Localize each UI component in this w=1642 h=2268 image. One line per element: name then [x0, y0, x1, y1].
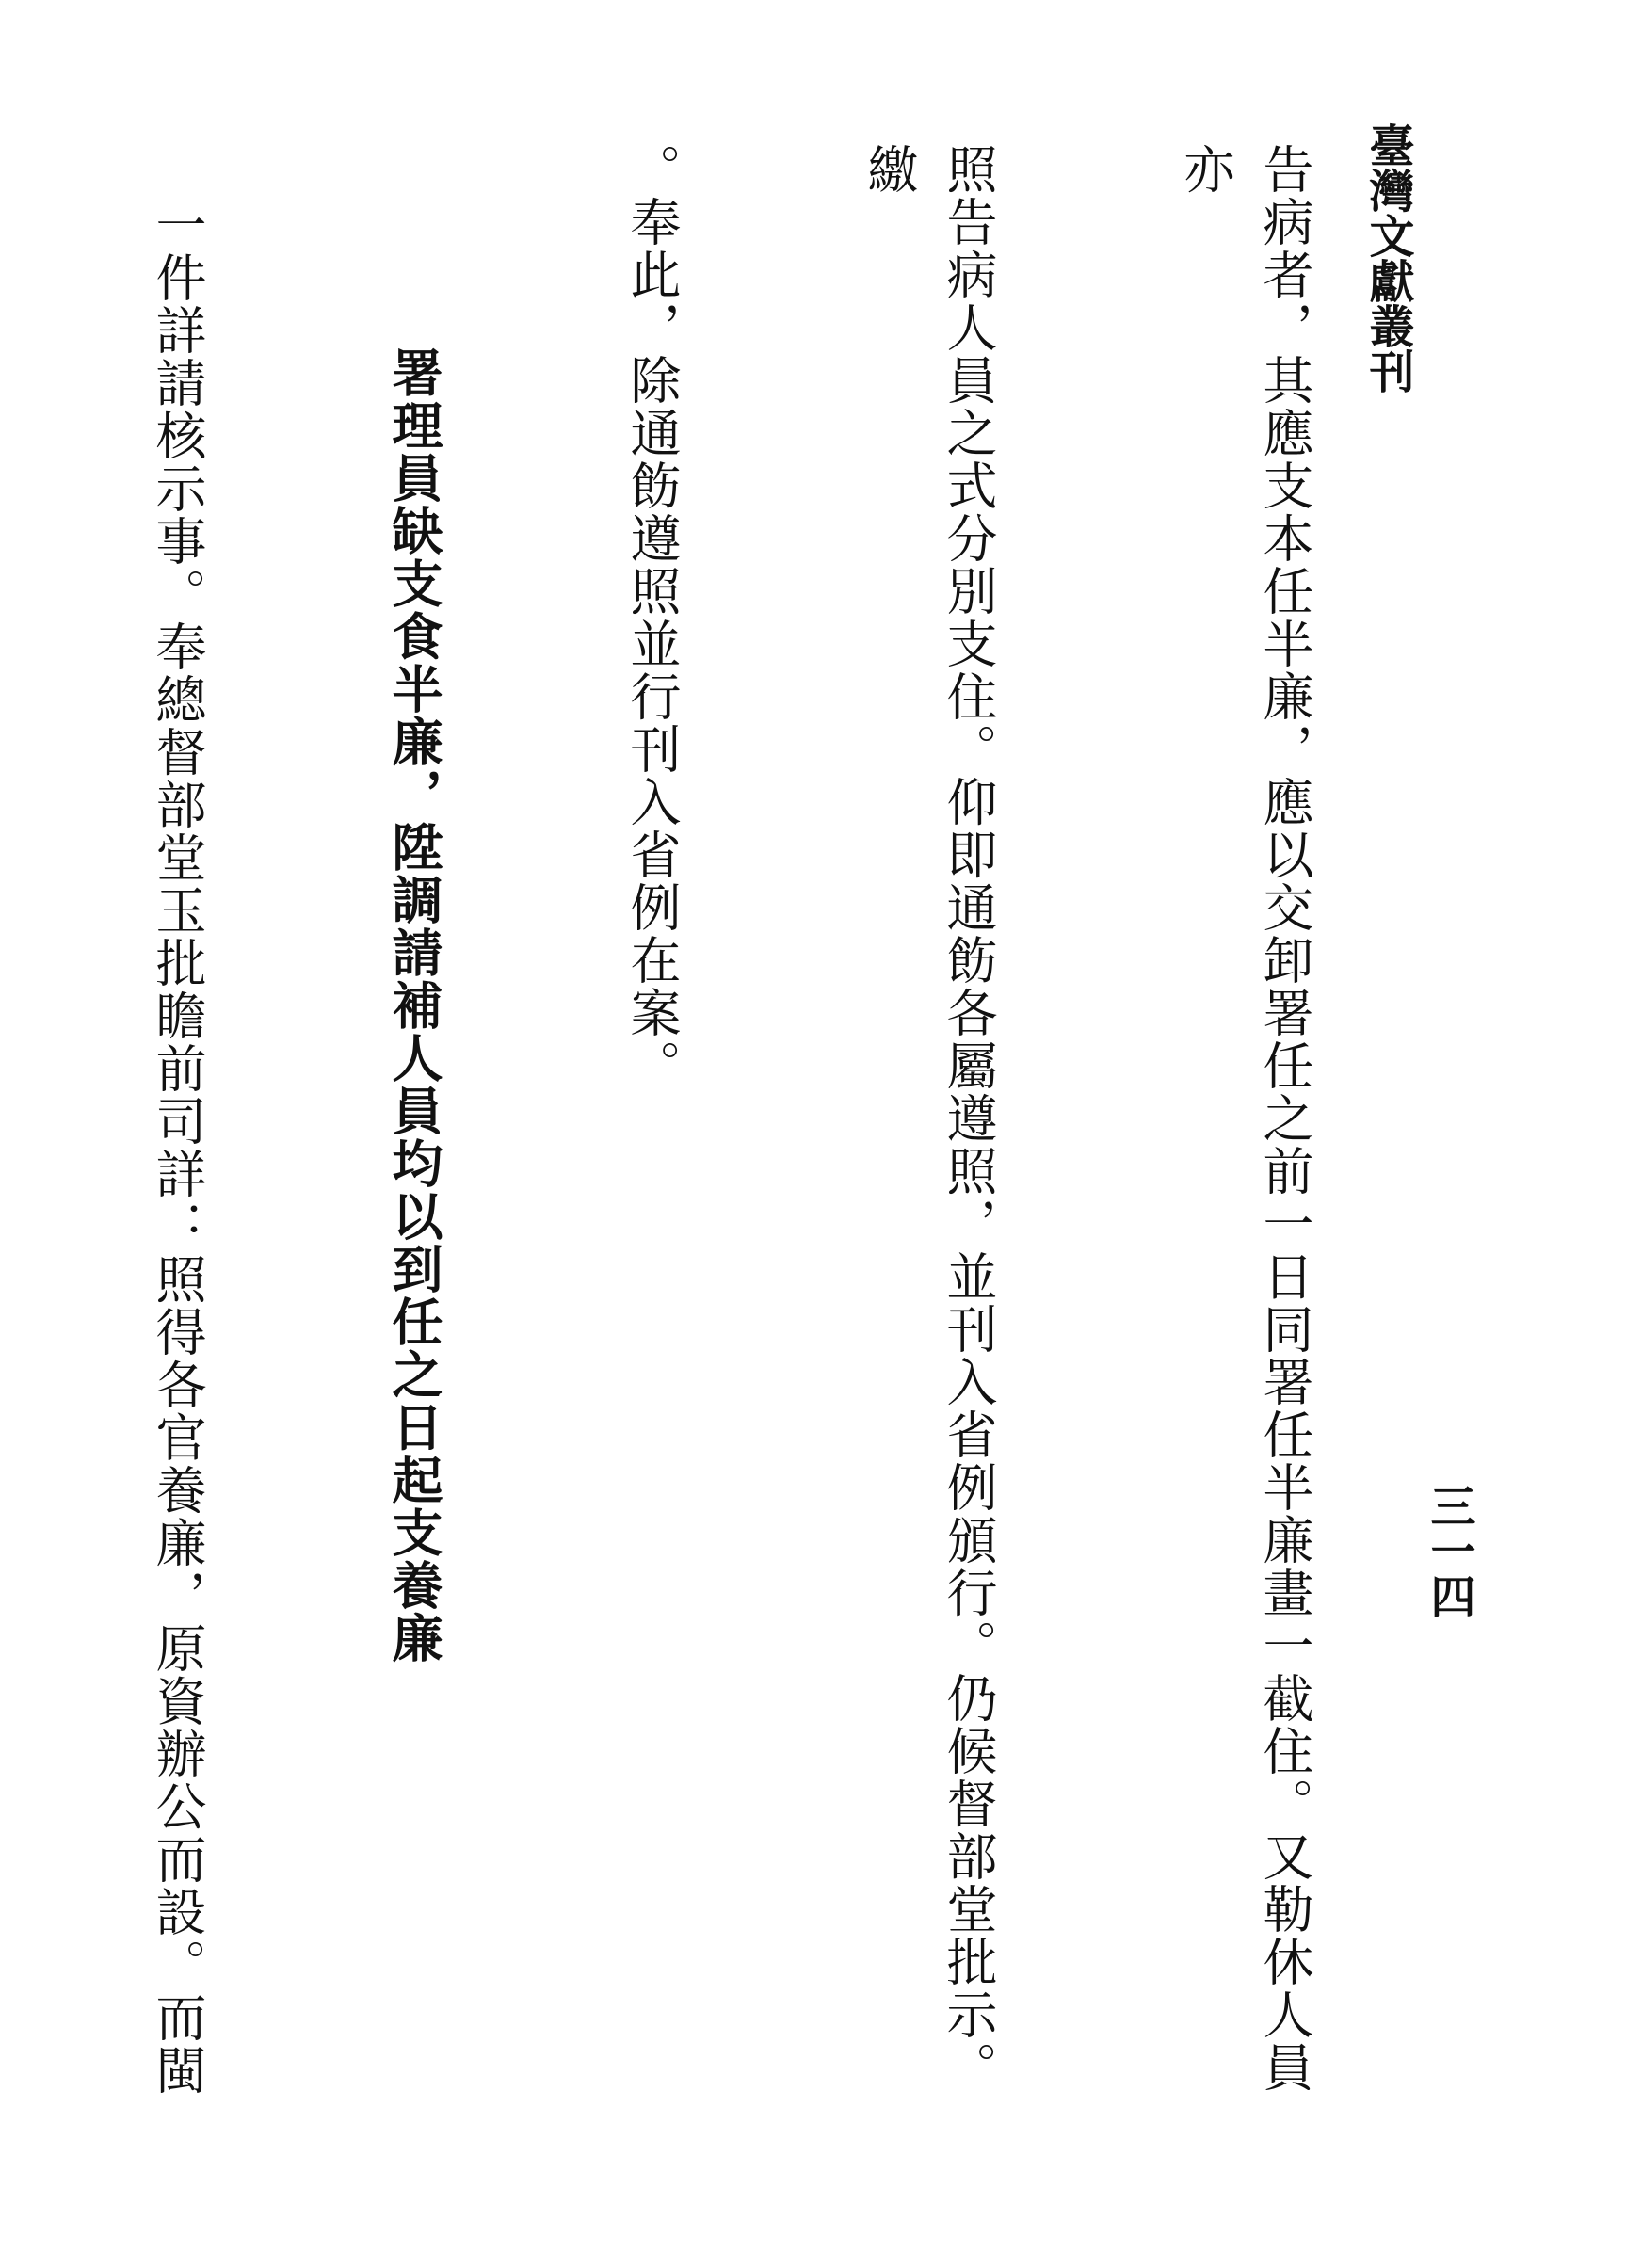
page-number: 三一四 — [1423, 1483, 1475, 1618]
text-column: 告病者，其應支本任半廉，應以交卸署任之前一日同署任半廉畫一截住。又勒休人員亦 — [1176, 143, 1314, 2094]
text-column: 。奉此，除通飭遵照並行刊入省例在案。 — [622, 143, 682, 1092]
body-text — [0, 143, 1482, 2120]
text-column: 一件詳請核示事。奉總督部堂玉批瞻前司詳：照得各官養廉，原資辦公而設。而閩 — [148, 199, 207, 2098]
section-heading: 署理員缺支食半廉，陞調請補人員均以到任之日起支養廉 — [384, 346, 444, 1665]
page-title: 臺灣文獻叢刊 — [1361, 122, 1414, 394]
text-column: 照告病人員之式分別支住。仰即通飭各屬遵照，並刊入省例頒行。仍候督部堂批示。繳 — [860, 143, 998, 2094]
